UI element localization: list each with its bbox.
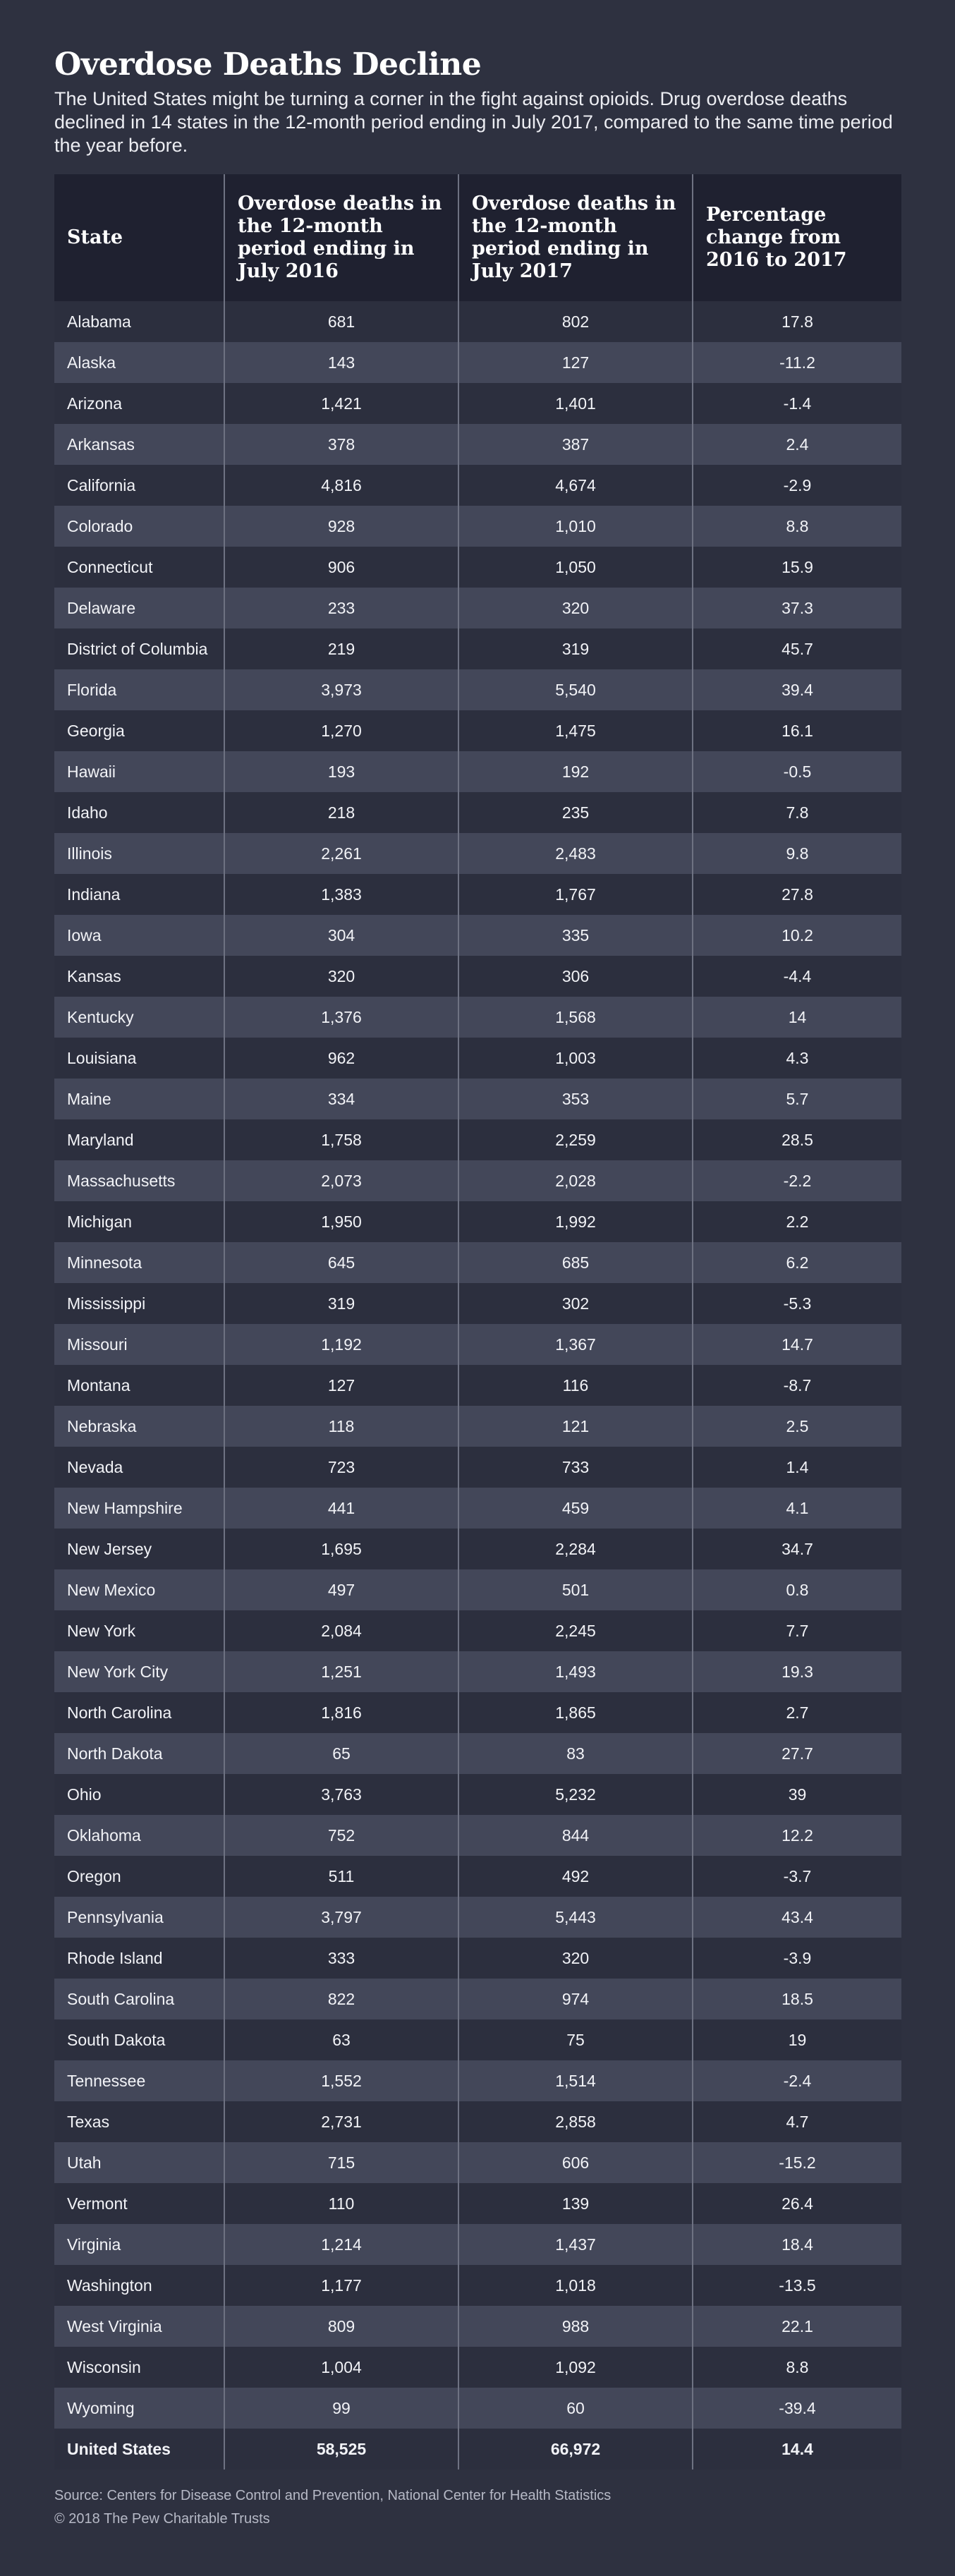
total-state-cell: United States xyxy=(54,2429,224,2469)
table-row xyxy=(54,1815,901,1856)
deaths-2016-cell: 218 xyxy=(224,792,458,833)
deaths-2016-cell: 118 xyxy=(224,1406,458,1447)
state-cell: North Carolina xyxy=(54,1692,224,1733)
percent-change-cell: 39.4 xyxy=(693,669,901,710)
column-header-change: Percentage change from 2016 to 2017 xyxy=(693,174,901,301)
state-cell: Oregon xyxy=(54,1856,224,1897)
table-row xyxy=(54,1733,901,1774)
deaths-2017-cell: 192 xyxy=(458,751,693,792)
deaths-2016-cell: 928 xyxy=(224,506,458,547)
deaths-2017-cell: 1,437 xyxy=(458,2224,693,2265)
overdose-table xyxy=(54,174,901,2469)
table-row xyxy=(54,424,901,465)
deaths-2016-cell: 1,376 xyxy=(224,997,458,1038)
deaths-2017-cell: 974 xyxy=(458,1979,693,2019)
table-row xyxy=(54,792,901,833)
percent-change-cell: 2.5 xyxy=(693,1406,901,1447)
deaths-2017-cell: 1,003 xyxy=(458,1038,693,1079)
deaths-2017-cell: 1,367 xyxy=(458,1324,693,1365)
deaths-2016-cell: 822 xyxy=(224,1979,458,2019)
percent-change-cell: -4.4 xyxy=(693,956,901,997)
percent-change-cell: 9.8 xyxy=(693,833,901,874)
table-row xyxy=(54,465,901,506)
deaths-2017-cell: 1,018 xyxy=(458,2265,693,2306)
table-row xyxy=(54,301,901,342)
deaths-2016-cell: 1,421 xyxy=(224,383,458,424)
state-cell: Arizona xyxy=(54,383,224,424)
table-row xyxy=(54,1324,901,1365)
table-row xyxy=(54,2388,901,2429)
deaths-2016-cell: 1,270 xyxy=(224,710,458,751)
deaths-2017-cell: 306 xyxy=(458,956,693,997)
table-row xyxy=(54,1897,901,1938)
percent-change-cell: 7.8 xyxy=(693,792,901,833)
table-row xyxy=(54,2224,901,2265)
deaths-2016-cell: 110 xyxy=(224,2183,458,2224)
deaths-2017-cell: 2,028 xyxy=(458,1160,693,1201)
percent-change-cell: 4.7 xyxy=(693,2101,901,2142)
percent-change-cell: 45.7 xyxy=(693,628,901,669)
table-row xyxy=(54,669,901,710)
table-row xyxy=(54,1979,901,2019)
state-cell: South Carolina xyxy=(54,1979,224,2019)
percent-change-cell: 19 xyxy=(693,2019,901,2060)
deaths-2016-cell: 681 xyxy=(224,301,458,342)
percent-change-cell: 18.4 xyxy=(693,2224,901,2265)
deaths-2016-cell: 1,816 xyxy=(224,1692,458,1733)
percent-change-cell: 5.7 xyxy=(693,1079,901,1119)
percent-change-cell: 8.8 xyxy=(693,2347,901,2388)
deaths-2017-cell: 320 xyxy=(458,588,693,628)
deaths-2016-cell: 193 xyxy=(224,751,458,792)
state-cell: New York xyxy=(54,1610,224,1651)
state-cell: Wyoming xyxy=(54,2388,224,2429)
percent-change-cell: -11.2 xyxy=(693,342,901,383)
table-row xyxy=(54,1201,901,1242)
deaths-2017-cell: 2,483 xyxy=(458,833,693,874)
deaths-2017-cell: 1,475 xyxy=(458,710,693,751)
deaths-2017-cell: 733 xyxy=(458,1447,693,1488)
column-header-2016: Overdose deaths in the 12-month period ending in July 2016 xyxy=(224,174,458,301)
state-cell: Michigan xyxy=(54,1201,224,1242)
state-cell: Iowa xyxy=(54,915,224,956)
deaths-2017-cell: 492 xyxy=(458,1856,693,1897)
percent-change-cell: -39.4 xyxy=(693,2388,901,2429)
deaths-2017-cell: 2,858 xyxy=(458,2101,693,2142)
state-cell: New Jersey xyxy=(54,1529,224,1569)
state-cell: Florida xyxy=(54,669,224,710)
table-row xyxy=(54,1038,901,1079)
deaths-2016-cell: 1,950 xyxy=(224,1201,458,1242)
deaths-2016-cell: 809 xyxy=(224,2306,458,2347)
table-row xyxy=(54,1365,901,1406)
table-row xyxy=(54,710,901,751)
percent-change-cell: 39 xyxy=(693,1774,901,1815)
state-cell: Rhode Island xyxy=(54,1938,224,1979)
table-row xyxy=(54,2306,901,2347)
deaths-2016-cell: 752 xyxy=(224,1815,458,1856)
table-row xyxy=(54,1692,901,1733)
state-cell: Alabama xyxy=(54,301,224,342)
deaths-2017-cell: 1,568 xyxy=(458,997,693,1038)
deaths-2016-cell: 723 xyxy=(224,1447,458,1488)
deaths-2017-cell: 1,493 xyxy=(458,1651,693,1692)
deaths-2017-cell: 319 xyxy=(458,628,693,669)
deaths-2017-cell: 501 xyxy=(458,1569,693,1610)
deaths-2017-cell: 387 xyxy=(458,424,693,465)
deaths-2017-cell: 5,443 xyxy=(458,1897,693,1938)
state-cell: Utah xyxy=(54,2142,224,2183)
percent-change-cell: 2.2 xyxy=(693,1201,901,1242)
state-cell: Massachusetts xyxy=(54,1160,224,1201)
table-row xyxy=(54,1447,901,1488)
deaths-2017-cell: 1,401 xyxy=(458,383,693,424)
intro-text: The United States might be turning a corner in the fight against opioids. Drug overdose deaths declined in 14 states in the 12-month period ending in July 2017, compared to the same time period the year before. xyxy=(54,88,893,156)
deaths-2016-cell: 304 xyxy=(224,915,458,956)
deaths-2017-cell: 685 xyxy=(458,1242,693,1283)
deaths-2016-cell: 1,695 xyxy=(224,1529,458,1569)
deaths-2017-cell: 4,674 xyxy=(458,465,693,506)
deaths-2017-cell: 83 xyxy=(458,1733,693,1774)
percent-change-cell: -3.9 xyxy=(693,1938,901,1979)
state-cell: North Dakota xyxy=(54,1733,224,1774)
table-row xyxy=(54,2101,901,2142)
deaths-2016-cell: 1,383 xyxy=(224,874,458,915)
deaths-2017-cell: 353 xyxy=(458,1079,693,1119)
state-cell: Pennsylvania xyxy=(54,1897,224,1938)
table-row xyxy=(54,1569,901,1610)
table-row xyxy=(54,2142,901,2183)
table-row xyxy=(54,547,901,588)
deaths-2017-cell: 2,259 xyxy=(458,1119,693,1160)
percent-change-cell: 2.4 xyxy=(693,424,901,465)
state-cell: Ohio xyxy=(54,1774,224,1815)
table-row xyxy=(54,1774,901,1815)
table-row xyxy=(54,1651,901,1692)
deaths-2017-cell: 320 xyxy=(458,1938,693,1979)
deaths-2017-cell: 5,232 xyxy=(458,1774,693,1815)
state-cell: Missouri xyxy=(54,1324,224,1365)
deaths-2016-cell: 2,073 xyxy=(224,1160,458,1201)
deaths-2016-cell: 3,763 xyxy=(224,1774,458,1815)
deaths-2017-cell: 844 xyxy=(458,1815,693,1856)
percent-change-cell: 4.3 xyxy=(693,1038,901,1079)
deaths-2016-cell: 378 xyxy=(224,424,458,465)
deaths-2017-cell: 1,514 xyxy=(458,2060,693,2101)
percent-change-cell: -2.4 xyxy=(693,2060,901,2101)
deaths-2017-cell: 1,010 xyxy=(458,506,693,547)
state-cell: Mississippi xyxy=(54,1283,224,1324)
table-row xyxy=(54,1079,901,1119)
state-cell: Illinois xyxy=(54,833,224,874)
percent-change-cell: 8.8 xyxy=(693,506,901,547)
state-cell: Louisiana xyxy=(54,1038,224,1079)
deaths-2016-cell: 906 xyxy=(224,547,458,588)
state-cell: Alaska xyxy=(54,342,224,383)
state-cell: Hawaii xyxy=(54,751,224,792)
table-row xyxy=(54,997,901,1038)
deaths-2016-cell: 319 xyxy=(224,1283,458,1324)
state-cell: New York City xyxy=(54,1651,224,1692)
deaths-2017-cell: 606 xyxy=(458,2142,693,2183)
table-row xyxy=(54,588,901,628)
table-row xyxy=(54,1938,901,1979)
deaths-2016-cell: 1,251 xyxy=(224,1651,458,1692)
deaths-2017-cell: 1,865 xyxy=(458,1692,693,1733)
state-cell: Delaware xyxy=(54,588,224,628)
deaths-2017-cell: 1,992 xyxy=(458,1201,693,1242)
percent-change-cell: 43.4 xyxy=(693,1897,901,1938)
deaths-2016-cell: 99 xyxy=(224,2388,458,2429)
table-row xyxy=(54,1242,901,1283)
state-cell: Texas xyxy=(54,2101,224,2142)
deaths-2016-cell: 127 xyxy=(224,1365,458,1406)
percent-change-cell: -5.3 xyxy=(693,1283,901,1324)
deaths-2016-cell: 233 xyxy=(224,588,458,628)
deaths-2016-cell: 334 xyxy=(224,1079,458,1119)
table-row xyxy=(54,1856,901,1897)
state-cell: Maine xyxy=(54,1079,224,1119)
percent-change-cell: 0.8 xyxy=(693,1569,901,1610)
table-row xyxy=(54,2265,901,2306)
table-row xyxy=(54,383,901,424)
state-cell: New Hampshire xyxy=(54,1488,224,1529)
table-row xyxy=(54,1283,901,1324)
table-row xyxy=(54,956,901,997)
table-row xyxy=(54,751,901,792)
table-row xyxy=(54,1488,901,1529)
table-row xyxy=(54,628,901,669)
state-cell: Arkansas xyxy=(54,424,224,465)
state-cell: New Mexico xyxy=(54,1569,224,1610)
deaths-2016-cell: 3,973 xyxy=(224,669,458,710)
table-row xyxy=(54,915,901,956)
table-row xyxy=(54,506,901,547)
percent-change-cell: -2.9 xyxy=(693,465,901,506)
percent-change-cell: 17.8 xyxy=(693,301,901,342)
state-cell: Nevada xyxy=(54,1447,224,1488)
deaths-2017-cell: 302 xyxy=(458,1283,693,1324)
percent-change-cell: -15.2 xyxy=(693,2142,901,2183)
state-cell: West Virginia xyxy=(54,2306,224,2347)
percent-change-cell: 37.3 xyxy=(693,588,901,628)
state-cell: Tennessee xyxy=(54,2060,224,2101)
state-cell: Georgia xyxy=(54,710,224,751)
percent-change-cell: 12.2 xyxy=(693,1815,901,1856)
deaths-2016-cell: 715 xyxy=(224,2142,458,2183)
state-cell: Montana xyxy=(54,1365,224,1406)
percent-change-cell: 18.5 xyxy=(693,1979,901,2019)
percent-change-cell: -2.2 xyxy=(693,1160,901,1201)
deaths-2017-cell: 459 xyxy=(458,1488,693,1529)
total-deaths-2017-cell: 66,972 xyxy=(458,2429,693,2469)
total-deaths-2016-cell: 58,525 xyxy=(224,2429,458,2469)
table-row xyxy=(54,874,901,915)
state-cell: Kentucky xyxy=(54,997,224,1038)
deaths-2016-cell: 2,731 xyxy=(224,2101,458,2142)
percent-change-cell: 6.2 xyxy=(693,1242,901,1283)
deaths-2016-cell: 333 xyxy=(224,1938,458,1979)
table-body xyxy=(54,301,901,2469)
deaths-2016-cell: 441 xyxy=(224,1488,458,1529)
state-cell: Kansas xyxy=(54,956,224,997)
table-row xyxy=(54,342,901,383)
percent-change-cell: 27.8 xyxy=(693,874,901,915)
deaths-2016-cell: 1,758 xyxy=(224,1119,458,1160)
deaths-2017-cell: 60 xyxy=(458,2388,693,2429)
deaths-2017-cell: 988 xyxy=(458,2306,693,2347)
percent-change-cell: 34.7 xyxy=(693,1529,901,1569)
state-cell: District of Columbia xyxy=(54,628,224,669)
deaths-2017-cell: 5,540 xyxy=(458,669,693,710)
percent-change-cell: -1.4 xyxy=(693,383,901,424)
deaths-2016-cell: 219 xyxy=(224,628,458,669)
state-cell: Maryland xyxy=(54,1119,224,1160)
deaths-2017-cell: 802 xyxy=(458,301,693,342)
deaths-2017-cell: 1,092 xyxy=(458,2347,693,2388)
deaths-2017-cell: 139 xyxy=(458,2183,693,2224)
deaths-2016-cell: 2,261 xyxy=(224,833,458,874)
deaths-2016-cell: 1,192 xyxy=(224,1324,458,1365)
percent-change-cell: 14 xyxy=(693,997,901,1038)
deaths-2017-cell: 1,767 xyxy=(458,874,693,915)
source-note: Source: Centers for Disease Control and Prevention, National Center for Health Statistics xyxy=(54,2488,612,2503)
deaths-2017-cell: 75 xyxy=(458,2019,693,2060)
deaths-2016-cell: 645 xyxy=(224,1242,458,1283)
table-row xyxy=(54,1119,901,1160)
percent-change-cell: 7.7 xyxy=(693,1610,901,1651)
deaths-2016-cell: 2,084 xyxy=(224,1610,458,1651)
state-cell: Vermont xyxy=(54,2183,224,2224)
deaths-2017-cell: 335 xyxy=(458,915,693,956)
percent-change-cell: 26.4 xyxy=(693,2183,901,2224)
column-header-state: State xyxy=(54,174,224,301)
percent-change-cell: 14.7 xyxy=(693,1324,901,1365)
table-row xyxy=(54,833,901,874)
deaths-2016-cell: 63 xyxy=(224,2019,458,2060)
state-cell: Idaho xyxy=(54,792,224,833)
deaths-2016-cell: 1,552 xyxy=(224,2060,458,2101)
percent-change-cell: 2.7 xyxy=(693,1692,901,1733)
page-title: Overdose Deaths Decline xyxy=(54,47,482,83)
table-header-row xyxy=(54,174,901,301)
percent-change-cell: -0.5 xyxy=(693,751,901,792)
table-row xyxy=(54,1610,901,1651)
percent-change-cell: 15.9 xyxy=(693,547,901,588)
state-cell: Nebraska xyxy=(54,1406,224,1447)
deaths-2016-cell: 1,004 xyxy=(224,2347,458,2388)
state-cell: Virginia xyxy=(54,2224,224,2265)
percent-change-cell: -13.5 xyxy=(693,2265,901,2306)
percent-change-cell: -8.7 xyxy=(693,1365,901,1406)
percent-change-cell: -3.7 xyxy=(693,1856,901,1897)
state-cell: California xyxy=(54,465,224,506)
total-row xyxy=(54,2429,901,2469)
deaths-2016-cell: 3,797 xyxy=(224,1897,458,1938)
percent-change-cell: 28.5 xyxy=(693,1119,901,1160)
table-row xyxy=(54,2183,901,2224)
copyright-note: © 2018 The Pew Charitable Trusts xyxy=(54,2511,270,2527)
deaths-2016-cell: 4,816 xyxy=(224,465,458,506)
state-cell: Indiana xyxy=(54,874,224,915)
percent-change-cell: 27.7 xyxy=(693,1733,901,1774)
state-cell: Oklahoma xyxy=(54,1815,224,1856)
percent-change-cell: 1.4 xyxy=(693,1447,901,1488)
total-percent-change-cell: 14.4 xyxy=(693,2429,901,2469)
state-cell: South Dakota xyxy=(54,2019,224,2060)
table-row xyxy=(54,2347,901,2388)
deaths-2017-cell: 235 xyxy=(458,792,693,833)
state-cell: Wisconsin xyxy=(54,2347,224,2388)
deaths-2016-cell: 1,177 xyxy=(224,2265,458,2306)
percent-change-cell: 19.3 xyxy=(693,1651,901,1692)
deaths-2016-cell: 962 xyxy=(224,1038,458,1079)
deaths-2017-cell: 127 xyxy=(458,342,693,383)
deaths-2017-cell: 1,050 xyxy=(458,547,693,588)
state-cell: Washington xyxy=(54,2265,224,2306)
column-header-2017: Overdose deaths in the 12-month period ending in July 2017 xyxy=(458,174,693,301)
deaths-2016-cell: 320 xyxy=(224,956,458,997)
deaths-2016-cell: 511 xyxy=(224,1856,458,1897)
percent-change-cell: 22.1 xyxy=(693,2306,901,2347)
table-row xyxy=(54,1529,901,1569)
deaths-2016-cell: 65 xyxy=(224,1733,458,1774)
table-row xyxy=(54,1160,901,1201)
percent-change-cell: 4.1 xyxy=(693,1488,901,1529)
state-cell: Colorado xyxy=(54,506,224,547)
deaths-2017-cell: 121 xyxy=(458,1406,693,1447)
state-cell: Connecticut xyxy=(54,547,224,588)
deaths-2016-cell: 497 xyxy=(224,1569,458,1610)
table-row xyxy=(54,1406,901,1447)
deaths-2016-cell: 143 xyxy=(224,342,458,383)
deaths-2017-cell: 2,284 xyxy=(458,1529,693,1569)
table-row xyxy=(54,2019,901,2060)
percent-change-cell: 10.2 xyxy=(693,915,901,956)
state-cell: Minnesota xyxy=(54,1242,224,1283)
table-row xyxy=(54,2060,901,2101)
deaths-2017-cell: 116 xyxy=(458,1365,693,1406)
percent-change-cell: 16.1 xyxy=(693,710,901,751)
deaths-2016-cell: 1,214 xyxy=(224,2224,458,2265)
deaths-2017-cell: 2,245 xyxy=(458,1610,693,1651)
